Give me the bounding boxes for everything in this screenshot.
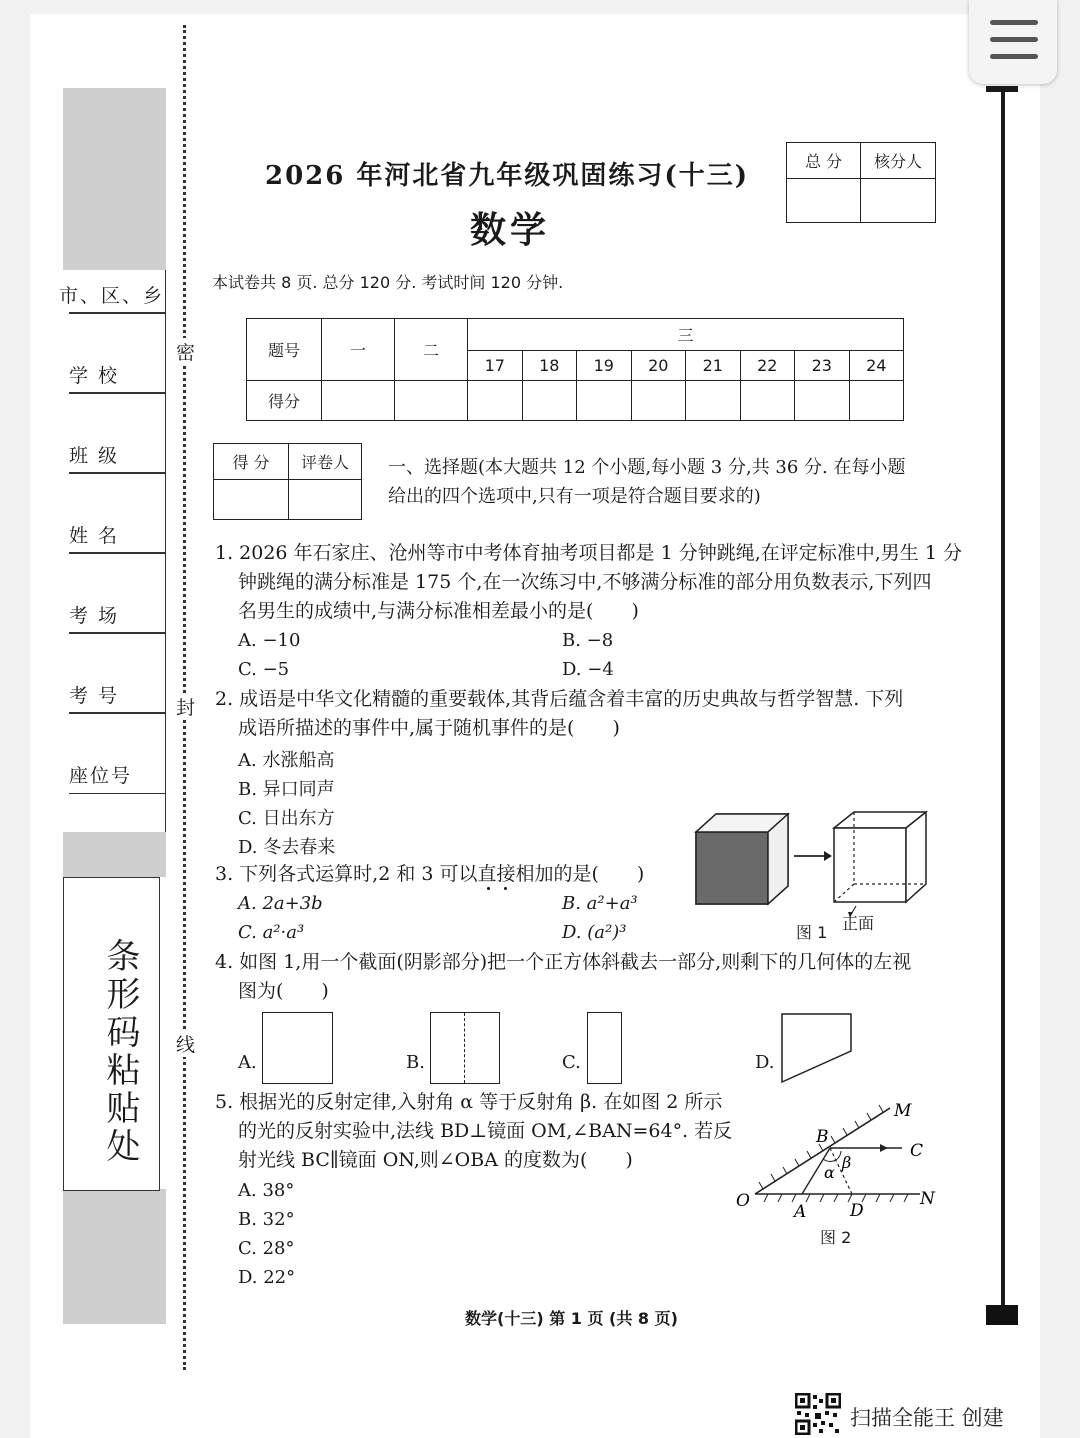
fig2-label-beta: β	[842, 1153, 852, 1172]
section1-heading-2: 给出的四个选项中,只有一项是符合题目要求的)	[388, 486, 761, 507]
field-seat-number[interactable]: 座位号	[63, 753, 166, 793]
q1-line3: 名男生的成绩中,与满分标准相差最小的是( )	[238, 600, 639, 622]
fig2-label-n: N	[920, 1189, 935, 1209]
q4-option-a[interactable]: A.	[238, 1052, 257, 1073]
q5-option-b[interactable]: B. 32°	[238, 1209, 295, 1230]
sidebar-shade-top	[63, 88, 166, 270]
scroll-track[interactable]	[1001, 86, 1005, 1308]
subject-title: 数学	[470, 209, 551, 251]
fig2-label-o: O	[736, 1191, 750, 1211]
total-score-box: 总 分 核分人	[786, 142, 936, 223]
q2-line2: 成语所描述的事件中,属于随机事件的是( )	[238, 717, 620, 739]
fig2-label-alpha: α	[824, 1163, 835, 1182]
fig2-label-m: M	[894, 1101, 912, 1121]
field-class[interactable]: 班 级	[63, 433, 166, 473]
section1-heading: 一、选择题(本大题共 12 个小题,每小题 3 分,共 36 分. 在每小题	[388, 457, 906, 478]
q1-line2: 钟跳绳的满分标准是 175 个,在一次练习中,不够满分标准的部分用负数表示,下列四	[238, 571, 932, 593]
q4-option-c[interactable]: C.	[562, 1052, 581, 1073]
q4-option-b[interactable]: B.	[406, 1052, 425, 1073]
menu-button[interactable]	[969, 0, 1057, 84]
exam-title: 2026 年河北省九年级巩固练习(十三)	[265, 161, 750, 191]
q1-option-d[interactable]: D. −4	[562, 659, 614, 680]
q1-line1: 1. 2026 年石家庄、沧州等市中考体育抽考项目都是 1 分钟跳绳,在评定标准中,男生 1 分	[215, 542, 962, 564]
figure-2-reflection	[730, 1096, 940, 1221]
field-school[interactable]: 学 校	[63, 353, 166, 393]
score-table: 题号 一 二 三 17 18 19 20 21 22 23 24 得分	[246, 318, 904, 421]
q2-option-b[interactable]: B. 异口同声	[238, 779, 335, 800]
fig2-caption: 图 2	[820, 1228, 852, 1247]
q2-option-c[interactable]: C. 日出东方	[238, 808, 335, 829]
q4-option-d[interactable]: D.	[755, 1052, 775, 1073]
q1-option-a[interactable]: A. −10	[238, 630, 301, 651]
fig2-label-d: D	[850, 1201, 864, 1221]
seal-char-xian: 线	[176, 1030, 195, 1057]
sidebar-shade-bottom	[63, 1189, 166, 1324]
q4-line2: 图为( )	[238, 980, 329, 1002]
q3-option-c[interactable]: C. a²·a³	[238, 922, 305, 943]
page-footer: 数学(十三) 第 1 页 (共 8 页)	[465, 1309, 678, 1328]
q3-line: 3. 下列各式运算时,2 和 3 可以直接相加的是( )	[215, 863, 645, 885]
q1-option-b[interactable]: B. −8	[562, 630, 614, 651]
fig2-label-b: B	[816, 1127, 829, 1147]
q4-option-b-shape	[430, 1012, 500, 1084]
q4-option-a-shape	[262, 1012, 333, 1084]
q2-option-d[interactable]: D. 冬去春来	[238, 837, 336, 858]
qr-code-icon	[795, 1393, 841, 1435]
field-exam-room[interactable]: 考 场	[63, 593, 166, 633]
fig1-front-label: 正面	[842, 914, 875, 933]
q1-option-c[interactable]: C. −5	[238, 659, 290, 680]
field-exam-number[interactable]: 考 号	[63, 673, 166, 713]
fig2-label-c: C	[910, 1141, 924, 1161]
q2-line1: 2. 成语是中华文化精髓的重要载体,其背后蕴含着丰富的历史典故与哲学智慧. 下列	[215, 688, 904, 710]
total-score-cell[interactable]	[787, 179, 861, 223]
q3-option-d[interactable]: D. (a²)³	[562, 922, 627, 943]
scanner-watermark: 扫描全能王 创建	[850, 1406, 1004, 1430]
q3-option-b[interactable]: B. a²+a³	[562, 893, 638, 914]
q5-line3: 射光线 BC∥镜面 ON,则∠OBA 的度数为( )	[238, 1149, 633, 1171]
q4-line1: 4. 如图 1,用一个截面(阴影部分)把一个正方体斜截去一部分,则剩下的几何体的左视	[215, 951, 912, 973]
exam-info: 本试卷共 8 页. 总分 120 分. 考试时间 120 分钟.	[212, 273, 564, 292]
sidebar-shade-mid	[63, 832, 166, 877]
barcode-area	[63, 877, 160, 1191]
q5-option-a[interactable]: A. 38°	[238, 1180, 295, 1201]
fig1-caption: 图 1	[796, 923, 828, 942]
hamburger-icon	[990, 20, 1038, 25]
field-name[interactable]: 姓 名	[63, 513, 166, 553]
q4-option-c-shape	[587, 1012, 622, 1084]
scroll-track-cap	[986, 86, 1018, 92]
q3-option-a[interactable]: A. 2a+3b	[238, 893, 323, 914]
q5-line2: 的光的反射实验中,法线 BD⊥镜面 OM,∠BAN=64°. 若反	[238, 1120, 733, 1142]
field-district[interactable]: 市、区、乡	[63, 273, 166, 313]
q5-line1: 5. 根据光的反射定律,入射角 α 等于反射角 β. 在如图 2 所示	[215, 1091, 723, 1113]
fig2-label-a: A	[794, 1202, 807, 1221]
q2-option-a[interactable]: A. 水涨船高	[238, 750, 335, 771]
grader-box: 得 分 评卷人	[213, 443, 362, 520]
q4-option-d-shape	[779, 1011, 855, 1085]
checker-cell[interactable]	[861, 179, 936, 223]
scroll-thumb[interactable]	[986, 1305, 1018, 1325]
q5-option-c[interactable]: C. 28°	[238, 1238, 295, 1259]
barcode-label: 条形码粘贴处	[100, 938, 140, 1166]
seal-char-mi: 密	[176, 338, 195, 365]
seal-char-feng: 封	[176, 693, 195, 720]
q5-option-d[interactable]: D. 22°	[238, 1267, 296, 1288]
